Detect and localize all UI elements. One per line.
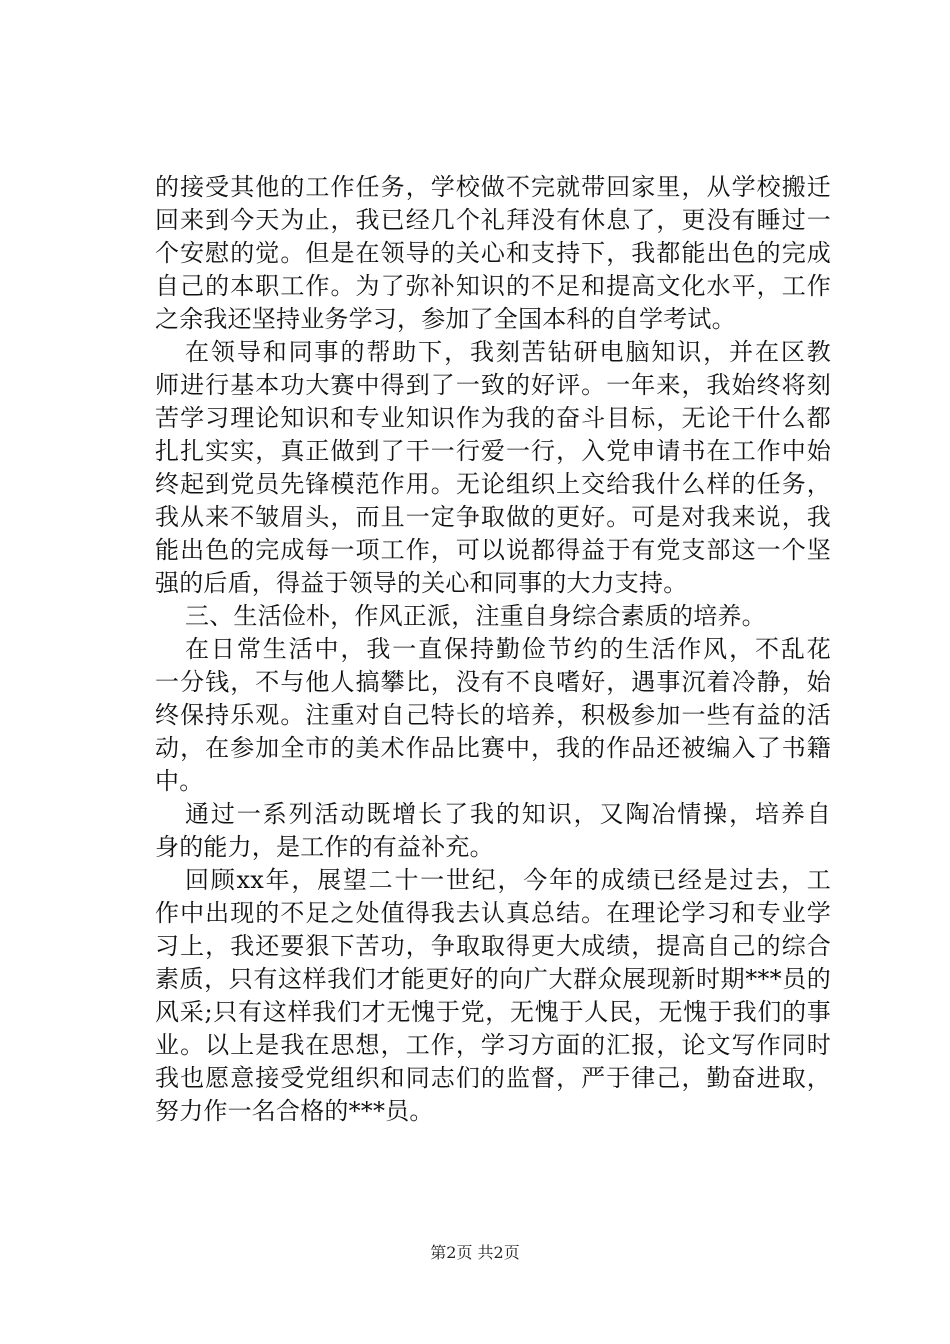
text-line: 之余我还坚持业务学习，参加了全国本科的自学考试。 xyxy=(155,305,736,333)
text-line: 终起到党员先锋模范作用。无论组织上交给我什么样的任务， xyxy=(155,470,831,498)
text-line: 苦学习理论知识和专业知识作为我的奋斗目标，无论干什么都 xyxy=(155,404,831,432)
text-line: 个安慰的觉。但是在领导的关心和支持下，我都能出色的完成 xyxy=(155,239,831,267)
text-line: 自己的本职工作。为了弥补知识的不足和提高文化水平，工作 xyxy=(155,272,831,300)
text-line: 习上，我还要狠下苦功，争取取得更大成绩，提高自己的综合 xyxy=(155,932,831,960)
text-line: 我从来不皱眉头，而且一定争取做的更好。可是对我来说，我 xyxy=(155,503,831,531)
text-line: 努力作一名合格的***员。 xyxy=(155,1097,434,1125)
paragraph-first-line: 通过一系列活动既增长了我的知识，又陶冶情操，培养自 xyxy=(185,800,831,828)
page-number-footer: 第2页 共2页 xyxy=(430,1243,520,1262)
document-body xyxy=(155,171,831,1128)
text-line: 风采;只有这样我们才无愧于党，无愧于人民，无愧于我们的事 xyxy=(155,998,831,1026)
paragraph-first-line: 在领导和同事的帮助下，我刻苦钻研电脑知识，并在区教 xyxy=(185,338,831,366)
text-line: 作中出现的不足之处值得我去认真总结。在理论学习和专业学 xyxy=(155,899,831,927)
paragraph-first-line: 在日常生活中，我一直保持勤俭节约的生活作风，不乱花 xyxy=(185,635,831,663)
text-line: 中。 xyxy=(155,767,204,795)
paragraph-first-line: 回顾xx年，展望二十一世纪，今年的成绩已经是过去，工 xyxy=(185,866,831,894)
text-line: 动，在参加全市的美术作品比赛中，我的作品还被编入了书籍 xyxy=(155,734,831,762)
text-line: 师进行基本功大赛中得到了一致的好评。一年来，我始终将刻 xyxy=(155,371,831,399)
text-line: 扎扎实实，真正做到了干一行爱一行，入党申请书在工作中始 xyxy=(155,437,831,465)
text-line: 我也愿意接受党组织和同志们的监督，严于律己，勤奋进取， xyxy=(155,1064,831,1092)
text-line: 的接受其他的工作任务，学校做不完就带回家里，从学校搬迁 xyxy=(155,173,831,201)
text-line: 回来到今天为止，我已经几个礼拜没有休息了，更没有睡过一 xyxy=(155,206,831,234)
section-heading: 三、生活俭朴，作风正派，注重自身综合素质的培养。 xyxy=(185,602,766,630)
text-line: 一分钱，不与他人搞攀比，没有不良嗜好，遇事沉着冷静，始 xyxy=(155,668,831,696)
text-line: 身的能力，是工作的有益补充。 xyxy=(155,833,494,861)
text-line: 素质，只有这样我们才能更好的向广大群众展现新时期***员的 xyxy=(155,965,831,993)
text-line: 强的后盾，得益于领导的关心和同事的大力支持。 xyxy=(155,569,688,597)
text-line: 能出色的完成每一项工作，可以说都得益于有党支部这一个坚 xyxy=(155,536,831,564)
text-line: 终保持乐观。注重对自己特长的培养，积极参加一些有益的活 xyxy=(155,701,831,729)
text-line: 业。以上是我在思想，工作，学习方面的汇报，论文写作同时 xyxy=(155,1031,831,1059)
